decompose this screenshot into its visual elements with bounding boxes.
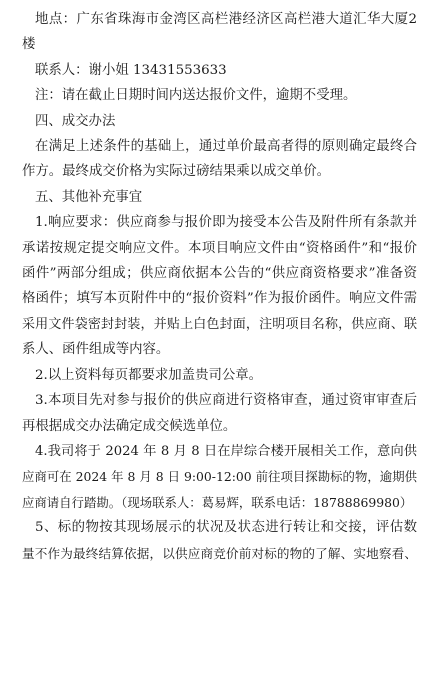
item3-line: 再根据成交办法确定成交候选单位。 <box>22 418 237 434</box>
item4-line: 应商请自行踏勘。（现场联系人：葛易辉，联系电话：18788869980） <box>22 494 413 510</box>
note-line: 注：请在截止日期时间内送达报价文件，逾期不受理。 <box>35 88 357 104</box>
item4-line: 4.我司将于 2024 年 8 月 8 日在岸综合楼开展相关工作，意向供 <box>35 443 417 459</box>
section5-heading: 五、其他补充事宜 <box>35 189 143 205</box>
item1-line: 函件”两部分组成；供应商依据本公告的“供应商资格要求”准备资 <box>22 266 417 282</box>
item5-line: 量不作为最终结算依据，以供应商竞价前对标的物的了解、实地察看、 <box>22 545 417 561</box>
item5-line: 5、标的物按其现场展示的状况及状态进行转让和交接，评估数 <box>35 520 417 536</box>
section4-line: 在满足上述条件的基础上，通过单价最高者得的原则确定最终合 <box>35 139 417 155</box>
item2-line: 2.以上资料每页都要求加盖贵司公章。 <box>35 367 263 383</box>
item4-line: 应商可在 2024 年 8 月 8 日 9:00-12:00 前往项目探勘标的物，逾期供 <box>22 469 417 485</box>
item1-line: 承诺按规定提交响应文件。本项目响应文件由“资格函件”和“报价 <box>22 240 417 256</box>
item3-line: 3.本项目先对参与报价的供应商进行资格审查，通过资审审查后 <box>35 393 417 409</box>
location-line-1: 地点：广东省珠海市金湾区高栏港经济区高栏港大道汇华大厦2 <box>35 12 417 27</box>
item1-line: 采用文件袋密封封装，并贴上白色封面，注明项目名称，供应商、联 <box>22 316 417 332</box>
location-line-2: 楼 <box>22 37 36 53</box>
section4-line: 作方。最终成交价格为实际过磅结果乘以成交单价。 <box>22 164 330 180</box>
item1-line: 格函件；填写本页附件中的“报价资料”作为报价函件。响应文件需 <box>22 291 417 307</box>
section4-heading: 四、成交办法 <box>35 113 116 129</box>
contact-line: 联系人：谢小姐 13431553633 <box>35 62 227 78</box>
item1-line: 1.响应要求：供应商参与报价即为接受本公告及附件所有条款并 <box>35 215 417 231</box>
item1-line: 系人、函件组成等内容。 <box>22 342 170 358</box>
